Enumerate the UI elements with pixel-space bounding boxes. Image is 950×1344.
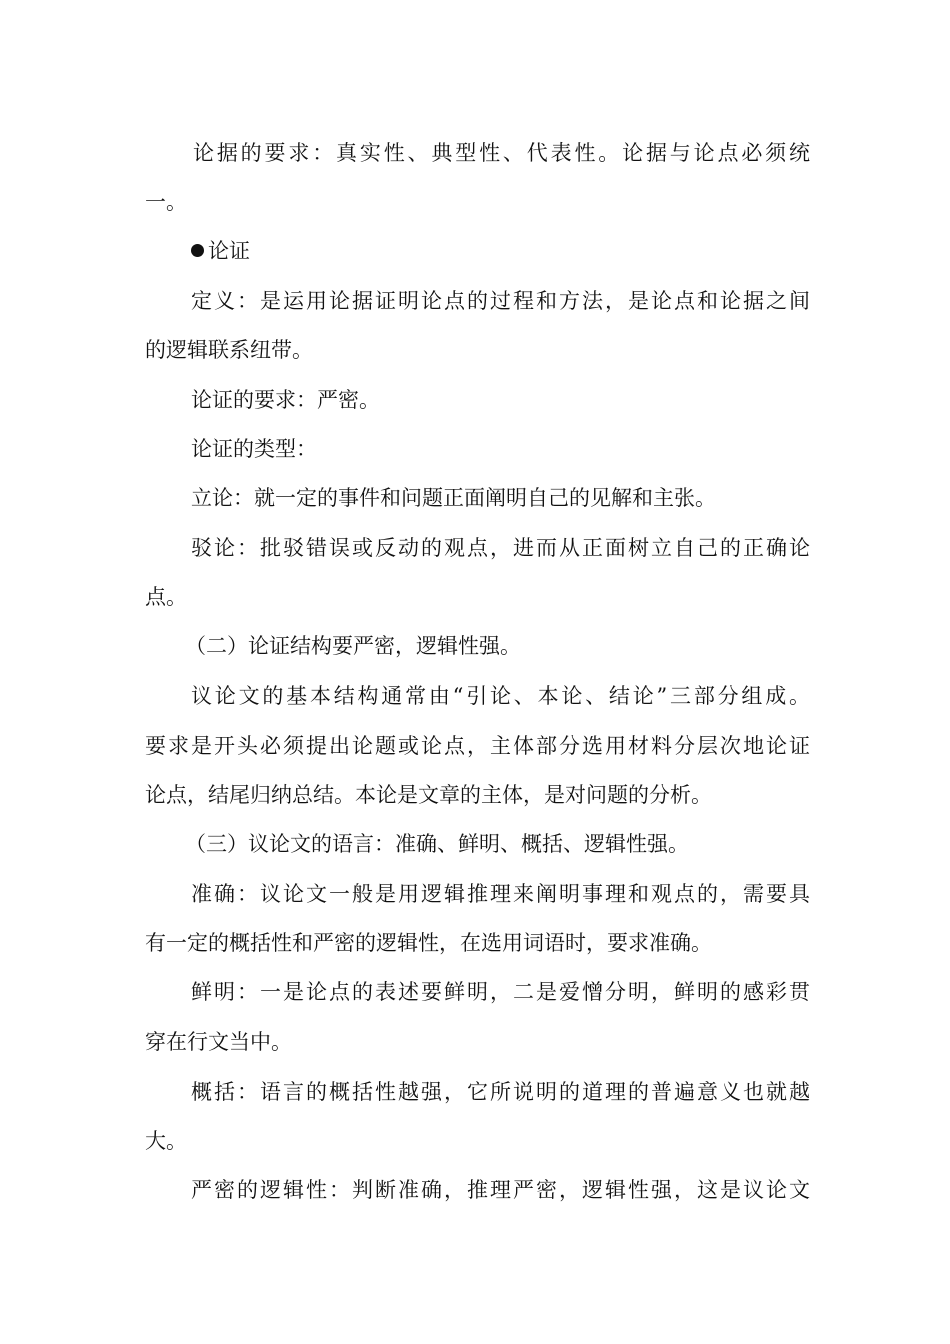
paragraph-line: 论点，结尾归纳总结。本论是文章的主体，是对问题的分析。	[145, 783, 712, 807]
paragraph-line: 论据的要求：真实性、典型性、代表性。论据与论点必须统	[193, 141, 810, 165]
paragraph-line: 议论文的基本结构通常由“引论、本论、结论”三部分组成。	[191, 684, 810, 708]
bullet-heading	[191, 236, 491, 266]
section-heading: （二）论证结构要严密，逻辑性强。	[185, 634, 521, 658]
paragraph-line: 点。	[145, 585, 187, 609]
paragraph-line: 立论：就一定的事件和问题正面阐明自己的见解和主张。	[191, 486, 716, 510]
paragraph-line: 一。	[145, 190, 187, 214]
paragraph-line: 驳论：批驳错误或反动的观点，进而从正面树立自己的正确论	[191, 536, 810, 560]
paragraph-line: 大。	[145, 1129, 187, 1153]
bullet-heading-label: 论证	[208, 239, 250, 263]
paragraph-line: 论证的类型：	[191, 437, 317, 461]
bullet-icon	[191, 244, 204, 257]
paragraph-line: 穿在行文当中。	[145, 1030, 292, 1054]
paragraph-line: 严密的逻辑性：判断准确，推理严密，逻辑性强，这是议论文	[191, 1178, 810, 1202]
paragraph-line: 要求是开头必须提出论题或论点，主体部分选用材料分层次地论证	[145, 734, 810, 758]
paragraph-line: 概括：语言的概括性越强，它所说明的道理的普遍意义也就越	[191, 1080, 810, 1104]
paragraph-line: 论证的要求：严密。	[191, 388, 380, 412]
paragraph-line: 鲜明：一是论点的表述要鲜明，二是爱憎分明，鲜明的感彩贯	[191, 980, 810, 1004]
paragraph-line: 定义：是运用论据证明论点的过程和方法，是论点和论据之间	[191, 289, 810, 313]
section-heading: （三）议论文的语言：准确、鲜明、概括、逻辑性强。	[185, 832, 689, 856]
paragraph-line: 有一定的概括性和严密的逻辑性，在选用词语时，要求准确。	[145, 931, 712, 955]
paragraph-line: 准确：议论文一般是用逻辑推理来阐明事理和观点的，需要具	[191, 882, 810, 906]
paragraph-line: 的逻辑联系纽带。	[145, 338, 313, 362]
